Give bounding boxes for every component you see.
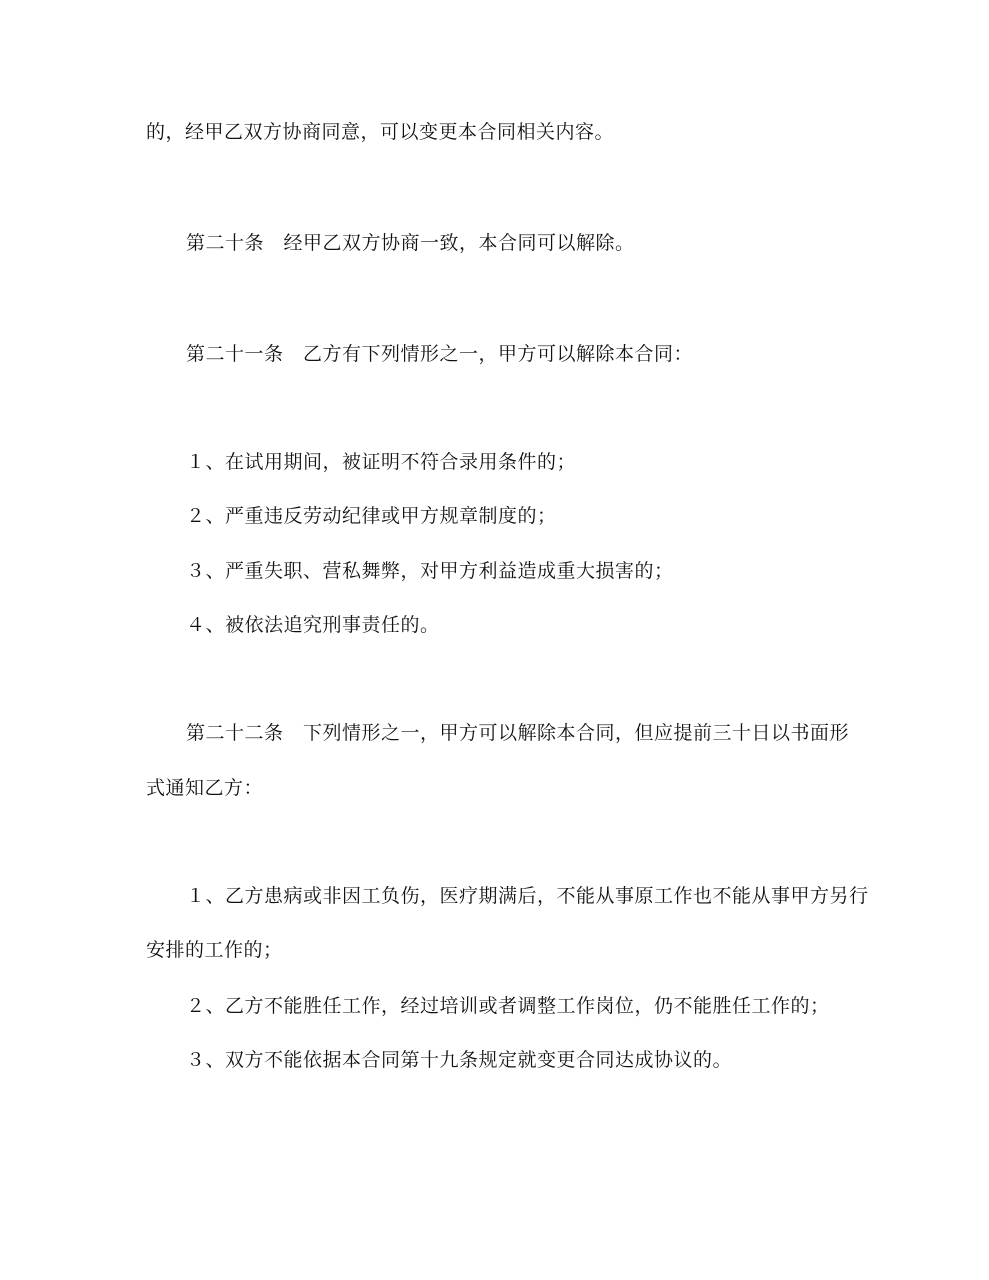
article-22-item-3: ３、双方不能依据本合同第十九条规定就变更合同达成协议的。 (186, 1049, 733, 1071)
article-21-item-3: ３、严重失职、营私舞弊，对甲方利益造成重大损害的； (186, 560, 674, 582)
article-22-line-continued: 式通知乙方： (146, 777, 264, 799)
article-21-item-4: ４、被依法追究刑事责任的。 (186, 614, 440, 636)
article-20-line: 第二十条 经甲乙双方协商一致，本合同可以解除。 (186, 232, 635, 254)
article-21-item-2: ２、严重违反劳动纪律或甲方规章制度的； (186, 505, 557, 527)
article-21-line: 第二十一条 乙方有下列情形之一，甲方可以解除本合同： (186, 343, 694, 365)
article-22-item-1: １、乙方患病或非因工负伤，医疗期满后，不能从事原工作也不能从事甲方另行 (186, 885, 869, 907)
paragraph-continuation-line: 的，经甲乙双方协商同意，可以变更本合同相关内容。 (146, 121, 615, 143)
article-21-item-1: １、在试用期间，被证明不符合录用条件的； (186, 451, 577, 473)
article-22-line: 第二十二条 下列情形之一，甲方可以解除本合同，但应提前三十日以书面形 (186, 722, 850, 744)
article-22-item-2: ２、乙方不能胜任工作，经过培训或者调整工作岗位，仍不能胜任工作的； (186, 995, 830, 1017)
article-22-item-1-continued: 安排的工作的； (146, 939, 283, 961)
